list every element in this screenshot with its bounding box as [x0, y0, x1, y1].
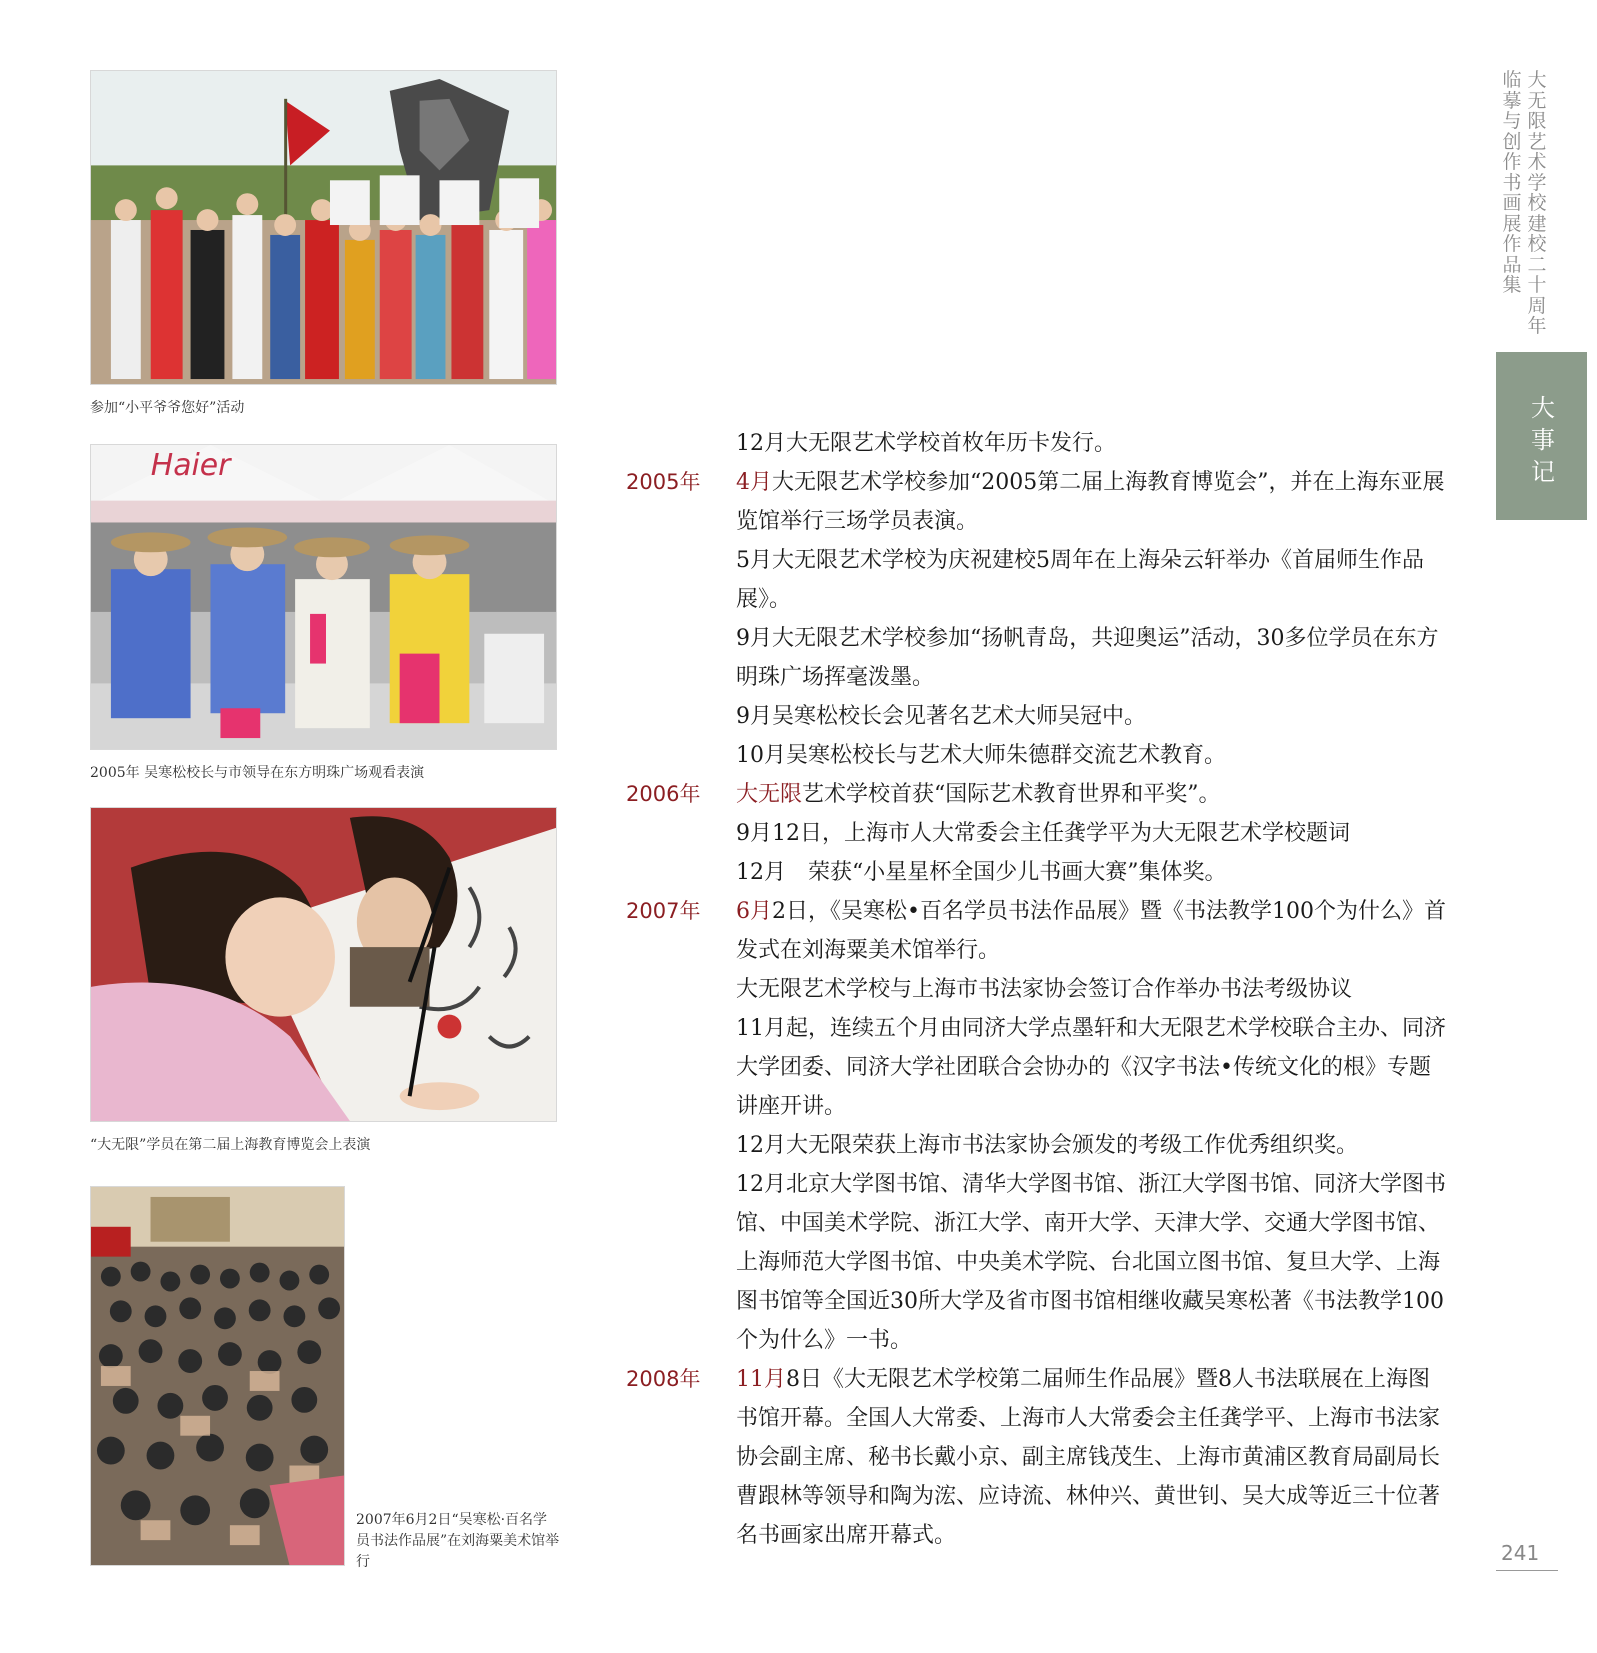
timeline-body: 9月大无限艺术学校参加“扬帆青岛，共迎奥运”活动，30多位学员在东方明珠广场挥毫泼墨。 [736, 626, 1439, 690]
timeline-year [626, 814, 736, 853]
timeline-year [626, 697, 736, 736]
timeline-entry [626, 1165, 1446, 1360]
timeline-text [736, 1009, 1446, 1126]
timeline-text [736, 463, 1446, 541]
book-title-vertical: 大无限艺术学校建校二十周年 [1527, 69, 1547, 337]
timeline-text [736, 1126, 1446, 1165]
section-tab [1496, 352, 1587, 520]
timeline-year: 2005年 [626, 470, 701, 494]
timeline-text [736, 892, 1446, 970]
timeline-text [736, 1360, 1446, 1555]
timeline-year [626, 541, 736, 619]
photo-children-group [90, 70, 557, 385]
timeline-year [626, 736, 736, 775]
photo-haier-event [90, 444, 557, 750]
photo-caption: 2005年 吴寒松校长与市领导在东方明珠广场观看表演 [90, 765, 425, 781]
page-number-rule [1496, 1570, 1558, 1571]
photo-caption: 2007年6月2日“吴寒松·百名学员书法作品展”在刘海粟美术馆举行 [356, 1512, 560, 1570]
timeline-text [736, 1165, 1446, 1360]
book-subtitle-vertical: 临摹与创作书画展作品集 [1502, 69, 1522, 296]
timeline-highlight: 11月 [736, 1367, 786, 1392]
timeline-year: 2008年 [626, 1367, 701, 1391]
photo-exhibition-crowd [90, 1186, 345, 1566]
timeline-entry [626, 736, 1446, 775]
photo-caption: 参加“小平爷爷您好”活动 [90, 400, 245, 416]
timeline-year [626, 970, 736, 1009]
timeline-text [736, 814, 1446, 853]
timeline-entry [626, 1126, 1446, 1165]
timeline-body: 11月起，连续五个月由同济大学点墨轩和大无限艺术学校联合主办、同济大学团委、同济大学社团联合会协办的《汉字书法•传统文化的根》专题讲座开讲。 [736, 1016, 1446, 1119]
timeline-text [736, 541, 1446, 619]
photo-caption: “大无限”学员在第二届上海教育博览会上表演 [90, 1137, 371, 1153]
timeline-year: 2007年 [626, 899, 701, 923]
timeline-text [736, 853, 1446, 892]
timeline-entry [626, 619, 1446, 697]
timeline-highlight: 4月 [736, 470, 772, 495]
timeline-body: 12月大无限艺术学校首枚年历卡发行。 [736, 431, 1116, 456]
timeline-text [736, 736, 1446, 775]
timeline-body: 10月吴寒松校长与艺术大师朱德群交流艺术教育。 [736, 743, 1226, 768]
timeline-year [626, 1165, 736, 1360]
timeline-year [626, 619, 736, 697]
timeline-text [736, 970, 1446, 1009]
timeline-body: 5月大无限艺术学校为庆祝建校5周年在上海朵云轩举办《首届师生作品展》。 [736, 548, 1424, 612]
timeline-body: 大无限艺术学校参加“2005第二届上海教育博览会”，并在上海东亚展览馆举行三场学员表演。 [736, 470, 1445, 534]
timeline-entry [626, 775, 1446, 814]
timeline-entry [626, 1360, 1446, 1555]
timeline-body: 12月 荣获“小星星杯全国少儿书画大赛”集体奖。 [736, 860, 1227, 885]
timeline-text [736, 619, 1446, 697]
timeline-entry [626, 1009, 1446, 1126]
timeline-highlight: 大无限 [736, 782, 803, 807]
timeline-year [626, 424, 736, 463]
timeline-text [736, 775, 1446, 814]
timeline-highlight: 6月 [736, 899, 772, 924]
haier-logo: Haier [150, 447, 231, 483]
timeline-text [736, 424, 1446, 463]
timeline-entry [626, 853, 1446, 892]
page-number: 241 [1501, 1541, 1540, 1565]
timeline-body: 8日《大无限艺术学校第二届师生作品展》暨8人书法联展在上海图书馆开幕。全国人大常委、上海市人大常委会主任龚学平、上海市书法家协会副主席、秘书长戴小京、副主席钱茂生、上海市黄浦区教育局副局长曹跟林等领导和陶为浤、应诗流、林仲兴、黄世钊、吴大成等近三十位著名书画家出席开幕式。 [736, 1367, 1441, 1548]
timeline-year [626, 853, 736, 892]
timeline-year [626, 1126, 736, 1165]
timeline-entry [626, 541, 1446, 619]
timeline-entry [626, 892, 1446, 970]
photo-calligraphy-girls [90, 807, 557, 1122]
timeline-entry [626, 970, 1446, 1009]
timeline-entry [626, 814, 1446, 853]
timeline-text [736, 697, 1446, 736]
timeline-body: 大无限艺术学校与上海市书法家协会签订合作举办书法考级协议 [736, 977, 1353, 1002]
timeline-body: 2日，《吴寒松•百名学员书法作品展》暨《书法教学100个为什么》首发式在刘海粟美术馆举行。 [736, 899, 1446, 963]
timeline-body: 9月12日，上海市人大常委会主任龚学平为大无限艺术学校题词 [736, 821, 1350, 846]
timeline-body: 12月大无限荣获上海市书法家协会颁发的考级工作优秀组织奖。 [736, 1133, 1358, 1158]
timeline-body: 艺术学校首获“国际艺术教育世界和平奖”。 [802, 782, 1221, 807]
event-timeline [626, 424, 1446, 1555]
timeline-year: 2006年 [626, 782, 701, 806]
timeline-body: 12月北京大学图书馆、清华大学图书馆、浙江大学图书馆、同济大学图书馆、中国美术学院、浙江大学、南开大学、天津大学、交通大学图书馆、上海师范大学图书馆、中央美术学院、台北国立图书馆、复旦大学、上海图书馆等全国近30所大学及省市图书馆相继收藏吴寒松著《书法教学100个为什么》一书。 [736, 1172, 1446, 1353]
timeline-year [626, 1009, 736, 1126]
timeline-body: 9月吴寒松校长会见著名艺术大师吴冠中。 [736, 704, 1146, 729]
timeline-entry [626, 463, 1446, 541]
section-label: 大事记 [1531, 394, 1555, 486]
timeline-entry [626, 424, 1446, 463]
timeline-entry [626, 697, 1446, 736]
